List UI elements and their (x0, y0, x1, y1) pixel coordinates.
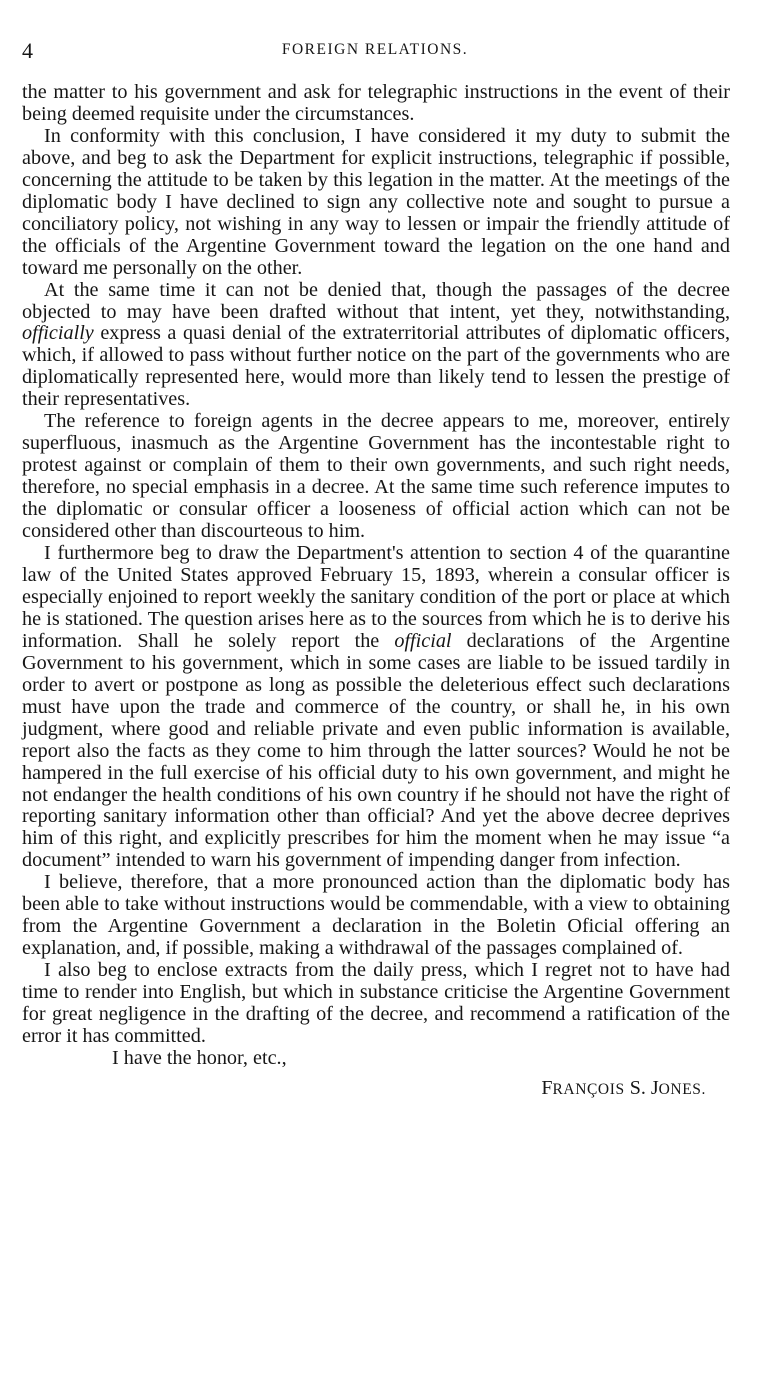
letter-body (22, 82, 730, 1101)
signature-middle-initial: S. (629, 1076, 646, 1099)
page-number: 4 (22, 38, 33, 63)
paragraph-continuation: the matter to his government and ask for telegraphic instructions in the event of their being deemed requisite under the circumstances. (22, 81, 730, 125)
signature-initial: J (650, 1076, 659, 1099)
paragraph-foreign-agents: The reference to foreign agents in the decree appears to me, moreover, entirely superfluous, inasmuch as the Argentine Government has the incontestable right to protest against or complain of them to their own governments, and such right needs, therefore, no special emphasis in a decree. At the same time such reference imputes to the diplomatic or consular officer a looseness of official action which can not be considered other than discourteous to him. (22, 410, 730, 543)
paragraph-press-extracts: I also beg to enclose extracts from the daily press, which I regret not to have had time to render into English, but which in substance criticise the Argentine Government for great negligence in the drafting of the decree, and recommend a ratification of the error it has committed. (22, 959, 730, 1047)
paragraph-decree-objection (22, 280, 730, 412)
paragraph-text: At the same time it can not be denied that, though the passages of the decree objected to may have been drafted without that intent, yet they, notwithstanding, (22, 278, 730, 323)
paragraph-quarantine-law (22, 543, 730, 872)
running-head: FOREIGN RELATIONS. (281, 41, 469, 58)
page-header (22, 38, 728, 66)
paragraph-conformity: In conformity with this conclusion, I have considered it my duty to submit the above, and beg to ask the Department for explicit instructions, telegraphic if possible, concerning the attitude to be taken by this legation in the matter. At the meetings of the diplomatic body I have declined to sign any collective note and sought to pursue a conciliatory policy, not wishing in any way to lessen or impair the friendly attitude of the officials of the Argentine Government toward the legation on the one hand and toward me personally on the other. (22, 124, 730, 279)
paragraph-text: I furthermore beg to draw the Department's attention to section 4 of the quarantine law of the United States approved February 15, 1893, wherein a consular officer is especially enjoined to report weekly the sanitary condition of the port or place at which he is stationed. The question arises here as to the sources from which he is to derive his information. Shall he solely report the (22, 542, 730, 652)
signature-initial: F (541, 1076, 553, 1099)
paragraph-text: declarations of the Argentine Government to his government, which in some cases are liable to be issued tardily in order to avert or postpone as long as possible the deleterious effect such declarations must have upon the trade and commerce of the country, or shall he, in his own judgment, where good and reliable private and even public information is available, report also the facts as they come to him through the latter sources? Would he not be hampered in the full exercise of his official duty to his own government, and might he not endanger the health conditions of his own country if he should not have the right of reporting sanitary information other than official? And yet the above decree deprives him of this right, and explicitly prescribes for him the moment when he may issue “a document” intended to warn his government of impending danger from infection. (22, 629, 731, 872)
paragraph-text: express a quasi denial of the extraterritorial attributes of diplomatic officers, which, if allowed to pass without further notice on the part of the governments who are diplomatically represented here, would more than likely tend to lessen the prestige of their representatives. (22, 322, 730, 411)
closing-line: I have the honor, etc., (112, 1046, 287, 1069)
paragraph-recommendation: I believe, therefore, that a more pronounced action than the diplomatic body has been able to take without instructions would be commendable, with a view to obtaining from the Argentine Government a declaration in the Boletin Oficial offering an explanation, and, if possible, making a withdrawal of the passages complained of. (22, 871, 730, 960)
signature-small-caps: RANÇOIS (552, 1080, 625, 1098)
signature (22, 1078, 706, 1101)
emphasis-official: official (394, 629, 452, 652)
signature-small-caps: ONES. (658, 1080, 706, 1098)
emphasis-officially: officially (22, 322, 94, 345)
